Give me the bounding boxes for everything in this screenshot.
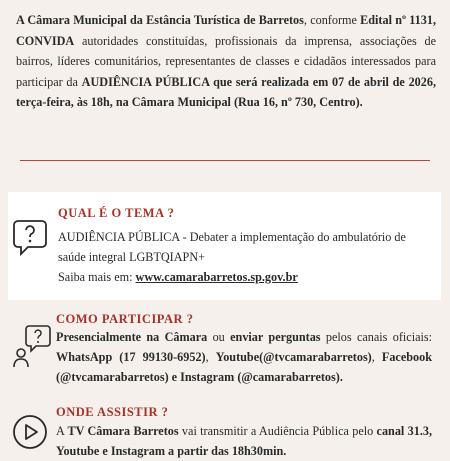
invitation-text-2: autoridades constituídas, profissionais da imprensa, associações de bairros, líderes comunitários, representantes de classes e cidadãos interessados para participar da (16, 33, 436, 89)
assistir-title: ONDE ASSISTIR ? (56, 405, 169, 419)
speech-bubble-question-icon (12, 218, 48, 258)
assistir-text-2: vai transmitir a Audiência Pública pelo (178, 424, 377, 438)
participar-perguntas: enviar perguntas (230, 330, 321, 344)
whatsapp-contact: WhatsApp (17 99130-6952) (56, 350, 206, 364)
section-divider (20, 160, 430, 161)
invitation-event-details: AUDIÊNCIA PÚBLICA que será realizada em 07 de abril de 2026, terça-feira, às 18h, na Câmara Municipal (Rua 16, nº 730, Centro). (16, 74, 436, 109)
participar-description (56, 327, 432, 387)
website-link[interactable]: www.camarabarretos.sp.gov.br (135, 270, 298, 284)
assistir-text-1: A (56, 424, 68, 438)
youtube-contact: Youtube(@tvcamarabarretos) (215, 350, 372, 364)
participar-presencial: Presencialmente na Câmara (56, 330, 208, 344)
facebook-instagram-contact: Facebook (@tvcamarabarretos) e Instagram (@camarabarretos). (56, 350, 432, 384)
play-circle-icon (12, 414, 48, 450)
invitation-paragraph (16, 10, 436, 113)
participar-sep-1: , (205, 350, 216, 364)
participar-sep-2: , (371, 350, 382, 364)
participar-channels-label: pelos canais oficiais: (320, 330, 433, 344)
assistir-description (56, 421, 432, 461)
tema-description (58, 227, 430, 287)
invitation-text-1: , conforme (303, 13, 361, 27)
person-question-icon (12, 324, 52, 368)
participar-or: ou (207, 330, 231, 344)
tema-title: QUAL É O TEMA ? (58, 206, 175, 220)
invitation-edital: Edital nº 1131, CONVIDA (16, 13, 437, 48)
tv-camara-name: TV Câmara Barretos (67, 424, 179, 438)
tema-description-text: AUDIÊNCIA PÚBLICA - Debater a implementação do ambulatório de saúde integral LGBTQIAPN+ (58, 230, 406, 264)
participar-title: COMO PARTICIPAR ? (56, 312, 194, 326)
broadcast-channels: canal 31.3, Youtube e Instagram a partir das 18h30min. (56, 424, 433, 458)
tema-more-label: Saiba mais em: (58, 270, 136, 284)
invitation-institution: A Câmara Municipal da Estância Turística de Barretos (16, 13, 304, 27)
